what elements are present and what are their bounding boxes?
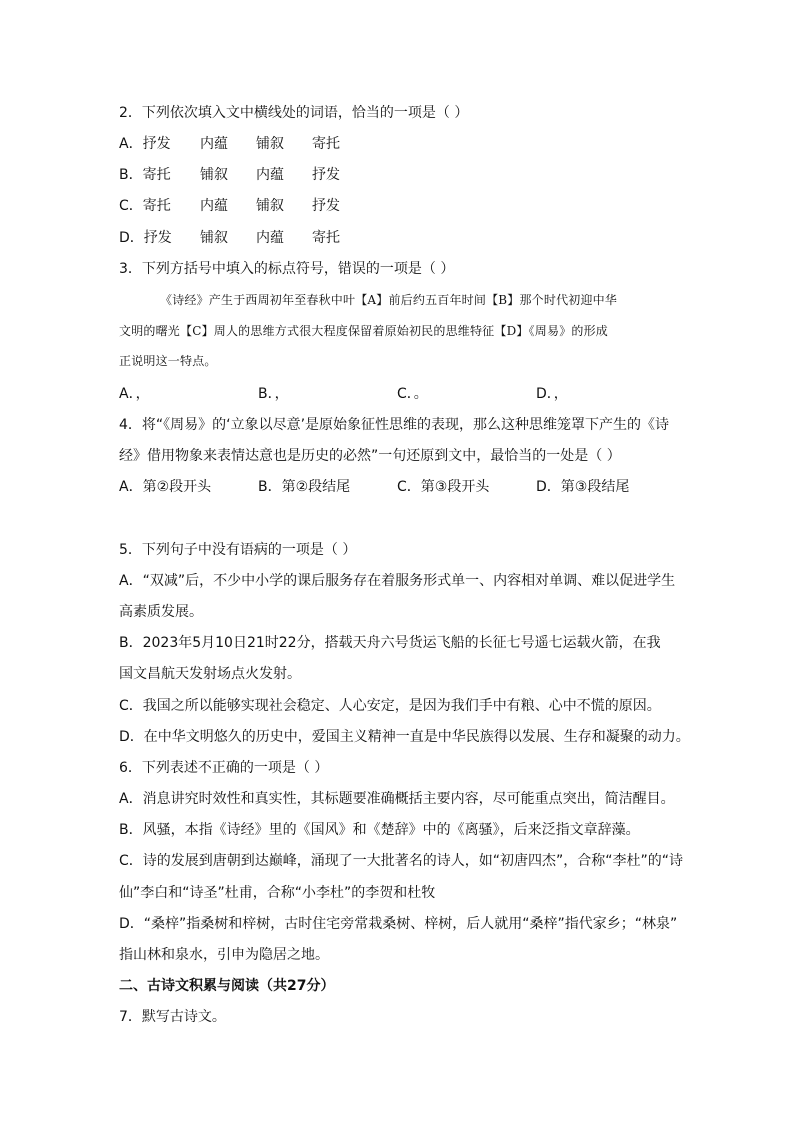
q6-option-line: D．“桑梓”指桑树和梓树，古时住宅旁常栽桑树、梓树，后人就用“桑梓”指代家乡；“林泉” (119, 916, 678, 932)
q6-stem: 6．下列表述不正确的一项是（ ） (119, 760, 329, 776)
q3-passage-line: 《诗经》产生于西周初年至春秋中叶【A】前后约五百年时间【B】那个时代初迎中华 (160, 293, 618, 307)
q4-stem-line: 4．将“《周易》的‘立象以尽意’是原始象征性思维的表现，那么这种思维笼罩下产生的《诗 (119, 417, 670, 433)
q3-option-d: D．， (536, 386, 568, 402)
q5-stem: 5．下列句子中没有语病的一项是（ ） (119, 542, 357, 558)
q4-option-a: A．第②段开头 (119, 479, 212, 495)
q2-stem: 2．下列依次填入文中横线处的词语，恰当的一项是（ ） (119, 105, 469, 121)
q5-option-line: 高素质发展。 (119, 604, 203, 620)
q5-option-line: A．“双减”后，不少中小学的课后服务存在着服务形式单一、内容相对单调、难以促进学生 (119, 573, 676, 589)
q6-option-line: 仙”李白和“诗圣”杜甫，合称“小李杜”的李贺和杜牧 (119, 885, 436, 901)
q6-option-line: 指山林和泉水，引申为隐居之地。 (119, 947, 329, 963)
exam-page: 2．下列依次填入文中横线处的词语，恰当的一项是（ ） A．抒发 内蕴 铺叙 寄托 B．寄托 铺叙 内蕴 抒发 C．寄托 内蕴 铺叙 抒发 D．抒发 铺叙 内蕴 寄托 3．下列方括号中填入的标点符号，错误的一项是（ ） 《诗经》产生于西周初年至春秋中叶【A】前后约五百年时间【B】那个时代初迎中华 文明的曙光【C】周人的思维方式很大程度保留着原始初民的思维特征【D】《周易》的形成 正说明这一特点。 A．， B．， C．。 D．， 4．将“《周易》的‘立象以尽意’是原始象征性思维的表现，那么这种思维笼罩下产生的《诗 经》借用物象来表情达意也是历史的必然”一句还原到文中，最恰当的一处是（ ） A．第②段开头 B．第②段结尾 C．第③段开头 D．第③段结尾 5．下列句子中没有语病的一项是（ ） A．“双减”后，不少中小学的课后服务存在着服务形式单一、内容相对单调、难以促进学生 高素质发展。 B．2023年5月10日21时22分，搭载天舟六号货运飞船的长征七号遥七运载火箭，在我 国文昌航天发射场点火发射。 C．我国之所以能够实现社会稳定、人心安定，是因为我们手中有粮、心中不慌的原因。 D．在中华文明悠久的历史中，爱国主义精神一直是中华民族得以发展、生存和凝聚的动力。 6．下列表述不正确的一项是（ ） A．消息讲究时效性和真实性，其标题要准确概括主要内容，尽可能重点突出，简洁醒目。 B．风骚，本指《诗经》里的《国风》和《楚辞》中的《离骚》，后来泛指文章辞藻。 C．诗的发展到唐朝到达巅峰，涌现了一大批著名的诗人，如“初唐四杰”，合称“李杜”的“诗 仙”李白和“诗圣”杜甫，合称“小李杜”的李贺和杜牧 D．“桑梓”指桑树和梓树，古时住宅旁常栽桑树、梓树，后人就用“桑梓”指代家乡；“林泉” 指山林和泉水，引申为隐居之地。 二、古诗文积累与阅读（共27分） 7．默写古诗文。 (119, 105, 690, 1025)
q5-option-line: B．2023年5月10日21时22分，搭载天舟六号货运飞船的长征七号遥七运载火箭，在我 (119, 635, 661, 651)
q3-stem: 3．下列方括号中填入的标点符号，错误的一项是（ ） (119, 261, 455, 277)
q6-option-line: C．诗的发展到唐朝到达巅峰，涌现了一大批著名的诗人，如“初唐四杰”，合称“李杜”的“诗 (119, 853, 684, 869)
q7-stem: 7．默写古诗文。 (119, 1009, 226, 1025)
q5-option-line: D．在中华文明悠久的历史中，爱国主义精神一直是中华民族得以发展、生存和凝聚的动力。 (119, 729, 690, 745)
q4-option-d: D．第③段结尾 (536, 479, 630, 495)
q4-option-b: B．第②段结尾 (258, 479, 351, 495)
q3-passage-line: 正说明这一特点。 (119, 354, 217, 368)
section-heading: 二、古诗文积累与阅读（共27分） (119, 978, 335, 994)
q5-option-line: C．我国之所以能够实现社会稳定、人心安定，是因为我们手中有粮、心中不慌的原因。 (119, 698, 661, 714)
q6-option-line: A．消息讲究时效性和真实性，其标题要准确概括主要内容，尽可能重点突出，简洁醒目。 (119, 791, 675, 807)
q4-stem-line: 经》借用物象来表情达意也是历史的必然”一句还原到文中，最恰当的一处是（ ） (119, 448, 621, 464)
q3-option-b: B．， (258, 386, 289, 402)
q6-option-line: B．风骚，本指《诗经》里的《国风》和《楚辞》中的《离骚》，后来泛指文章辞藻。 (119, 822, 640, 838)
q4-option-c: C．第③段开头 (397, 479, 490, 495)
q3-passage-line: 文明的曙光【C】周人的思维方式很大程度保留着原始初民的思维特征【D】《周易》的形成 (119, 324, 609, 338)
q5-option-line: 国文昌航天发射场点火发射。 (119, 666, 301, 682)
q3-option-a: A．， (119, 386, 150, 402)
q3-option-c: C．。 (397, 386, 428, 402)
